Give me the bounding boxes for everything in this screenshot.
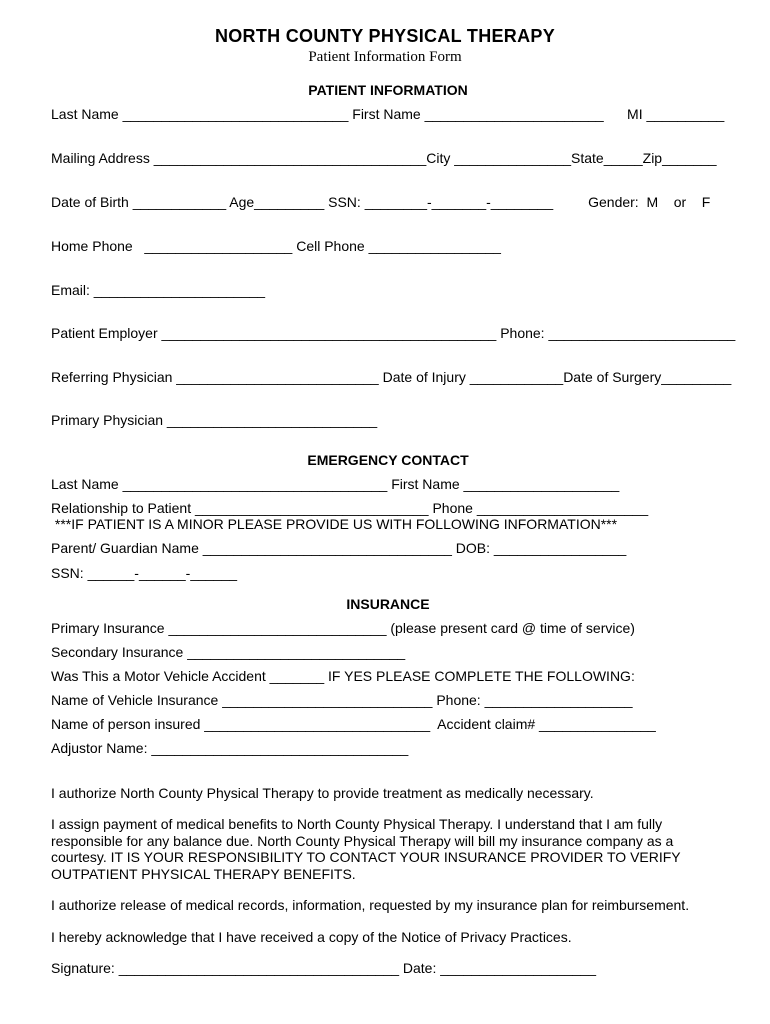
dob-age-ssn-gender-line[interactable]: Date of Birth ____________ Age_________ SSN: ________-_______-________ Gender: M or F [51, 194, 711, 210]
motor-vehicle-line[interactable]: Was This a Motor Vehicle Accident _______ IF YES PLEASE COMPLETE THE FOLLOWING: [51, 668, 635, 684]
insurance-heading: INSURANCE [346, 596, 430, 612]
referring-physician-line[interactable]: Referring Physician __________________________ Date of Injury ____________Date of Surgery_________ [51, 369, 732, 385]
secondary-insurance-line[interactable]: Secondary Insurance ____________________________ [51, 644, 406, 660]
guardian-ssn-line[interactable]: SSN: ______-______-______ [51, 565, 238, 581]
emergency-name-line[interactable]: Last Name __________________________________ First Name ____________________ [51, 476, 620, 492]
employer-line[interactable]: Patient Employer ___________________________________________ Phone: ________________________ [51, 325, 736, 341]
privacy-acknowledgement: I hereby acknowledge that I have received a copy of the Notice of Privacy Practices. [51, 929, 572, 945]
relationship-line[interactable]: Relationship to Patient ______________________________ Phone ______________________ [51, 500, 649, 516]
email-line[interactable]: Email: ______________________ [51, 282, 266, 298]
records-release: I authorize release of medical records, information, requested by my insurance plan for reimbursement. [51, 897, 690, 913]
primary-insurance-line[interactable]: Primary Insurance ____________________________ (please present card @ time of service) [51, 620, 635, 636]
minor-notice: ***IF PATIENT IS A MINOR PLEASE PROVIDE US WITH FOLLOWING INFORMATION*** [51, 516, 618, 532]
person-insured-line[interactable]: Name of person insured _____________________________ Accident claim# _______________ [51, 716, 656, 732]
benefits-assignment: I assign payment of medical benefits to North County Physical Therapy. I understand that I am fully responsible for any balance due. North County Physical Therapy will bill my insurance company as a courtesy. IT IS YOUR RESPONSIBILITY TO CONTACT YOUR INSURANCE PROVIDER TO VERIFY OUTPATIENT PHYSICAL THERAPY BENEFITS. [51, 816, 681, 882]
vehicle-insurance-line[interactable]: Name of Vehicle Insurance ___________________________ Phone: ___________________ [51, 692, 633, 708]
mailing-address-line[interactable]: Mailing Address ___________________________________City _______________State_____Zip_______ [51, 150, 717, 166]
primary-physician-line[interactable]: Primary Physician ___________________________ [51, 412, 378, 428]
form-title: NORTH COUNTY PHYSICAL THERAPY [214, 26, 556, 46]
adjustor-line[interactable]: Adjustor Name: _________________________________ [51, 740, 409, 756]
guardian-line[interactable]: Parent/ Guardian Name ________________________________ DOB: _________________ [51, 540, 627, 556]
patient-name-line[interactable]: Last Name _____________________________ First Name _______________________ MI __________ [51, 106, 725, 122]
patient-info-heading: PATIENT INFORMATION [308, 82, 468, 98]
phone-line[interactable]: Home Phone ___________________ Cell Phone _________________ [51, 238, 501, 254]
emergency-contact-heading: EMERGENCY CONTACT [307, 452, 469, 468]
treatment-authorization: I authorize North County Physical Therapy to provide treatment as medically necessary. [51, 785, 594, 801]
signature-line[interactable]: Signature: ____________________________________ Date: ____________________ [51, 960, 596, 976]
form-subtitle: Patient Information Form [308, 49, 462, 65]
